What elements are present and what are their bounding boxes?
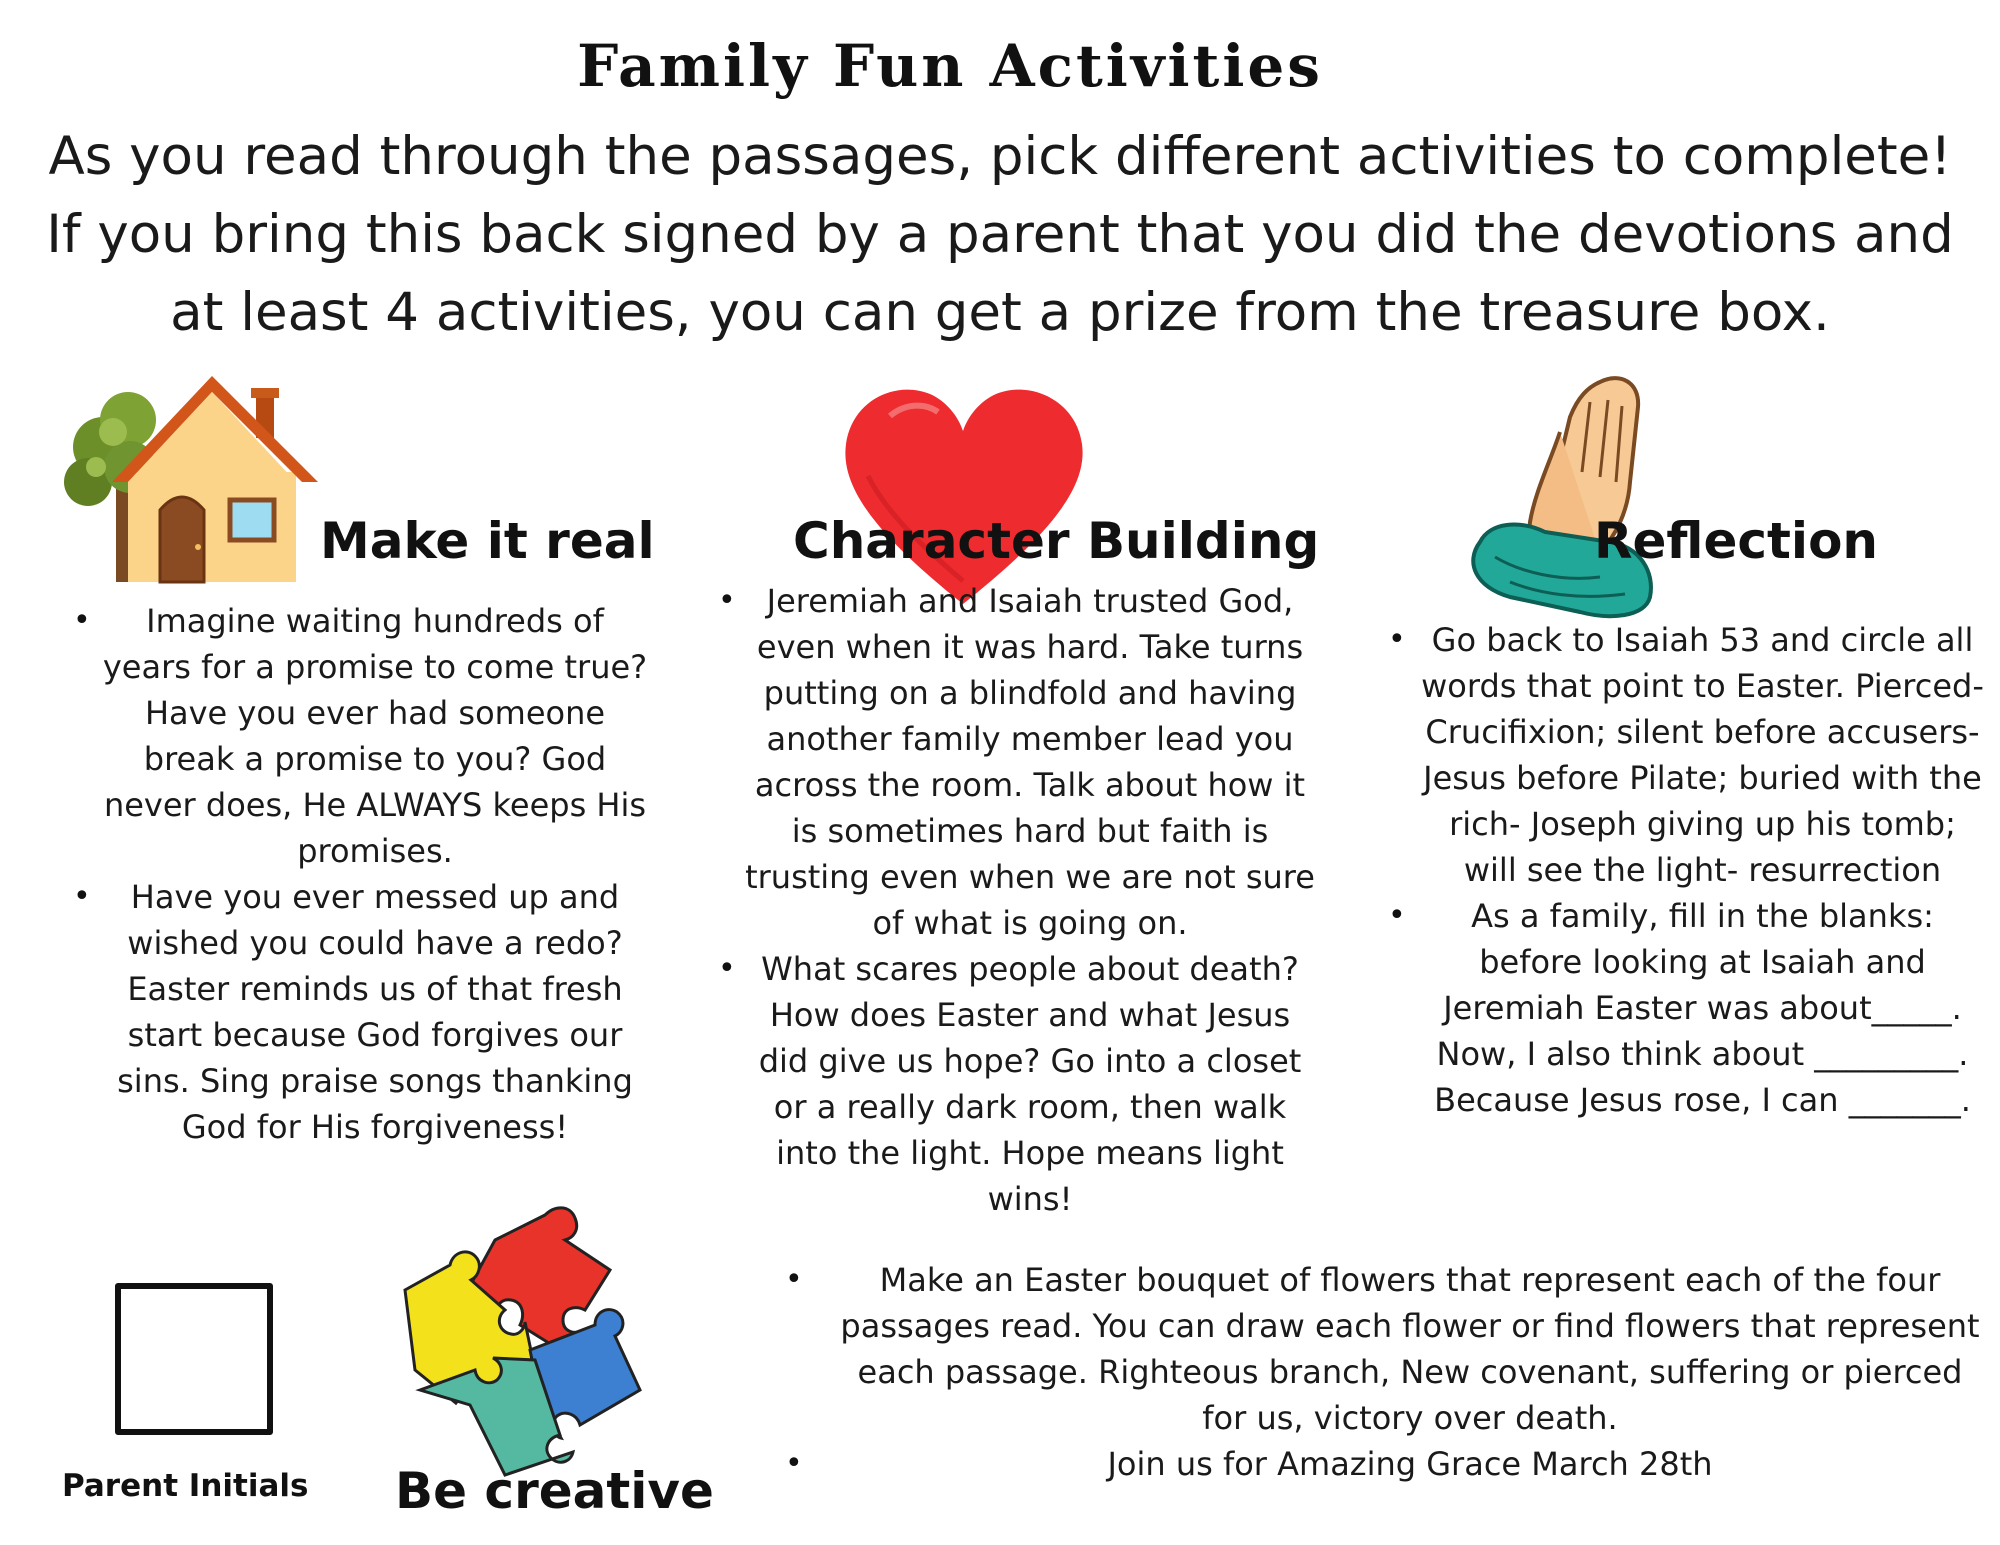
be-creative-list <box>775 1257 1985 1487</box>
heart-icon <box>838 376 1088 611</box>
house-icon <box>58 372 318 587</box>
list-item: • Jeremiah and Isaiah trusted God, even when it was hard. Take turns putting on a blindfold and having another family member lead you across the room. Talk about how it is sometimes hard but faith is trusting even when we are not sure of what is going on. <box>715 578 1315 946</box>
reflection-list <box>1385 617 1985 1123</box>
list-item: • Join us for Amazing Grace March 28th <box>775 1441 1985 1487</box>
puzzle-icon <box>395 1200 650 1480</box>
praying-hands-icon <box>1450 372 1660 622</box>
parent-initials-box[interactable] <box>115 1283 273 1435</box>
character-building-list <box>715 578 1315 1222</box>
character-building-heading: Character Building <box>793 512 1320 570</box>
parent-initials-label: Parent Initials <box>62 1468 309 1504</box>
list-item: • As a family, fill in the blanks: before looking at Isaiah and Jeremiah Easter was about_____. Now, I also think about _________. Because Jesus rose, I can _______. <box>1385 893 1985 1123</box>
make-it-real-list <box>70 598 650 1150</box>
list-item: • Go back to Isaiah 53 and circle all words that point to Easter. Pierced- Crucifixion; silent before accusers- Jesus before Pilate; buried with the rich- Joseph giving up his tomb; will see the light- resurrection <box>1385 617 1985 893</box>
intro-text: As you read through the passages, pick different activities to complete! If you bring this back signed by a parent that you did the devotions and at least 4 activities, you can get a prize from the treasure box. <box>46 126 1954 343</box>
page-title: Family Fun Activities <box>577 32 1323 100</box>
make-it-real-heading: Make it real <box>320 512 655 570</box>
be-creative-heading: Be creative <box>395 1462 714 1520</box>
reflection-heading: Reflection <box>1594 512 1879 570</box>
list-item: • Imagine waiting hundreds of years for a promise to come true? Have you ever had someone break a promise to you? God never does, He ALWAYS keeps His promises. <box>70 598 650 874</box>
list-item: • Have you ever messed up and wished you could have a redo? Easter reminds us of that fresh start because God forgives our sins. Sing praise songs thanking God for His forgiveness! <box>70 874 650 1150</box>
list-item: • What scares people about death? How does Easter and what Jesus did give us hope? Go into a closet or a really dark room, then walk into the light. Hope means light wins! <box>715 946 1315 1222</box>
list-item: • Make an Easter bouquet of flowers that represent each of the four passages read. You can draw each flower or find flowers that represent each passage. Righteous branch, New covenant, suffering or pierced for us, victory over death. <box>775 1257 1985 1441</box>
